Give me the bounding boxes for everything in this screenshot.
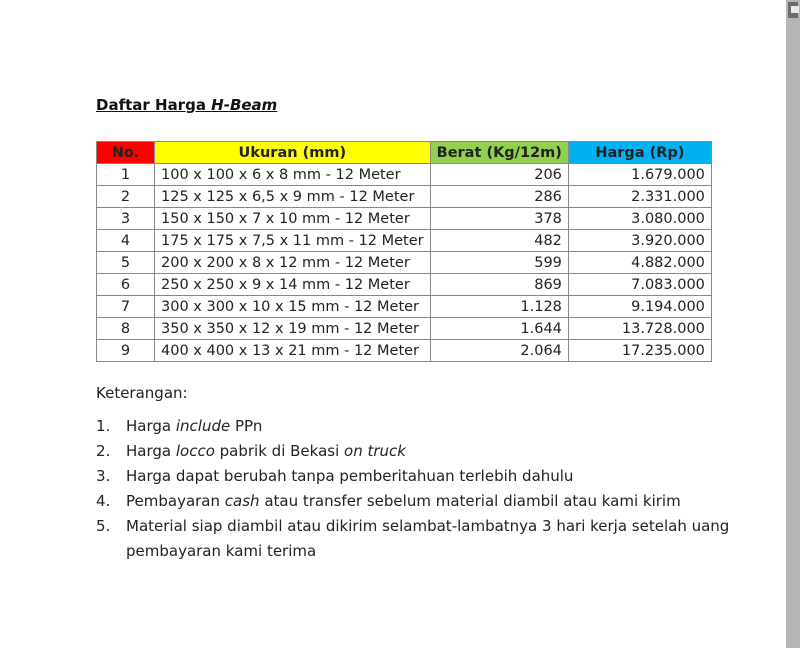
cell-price: 3.080.000 (568, 208, 711, 230)
cell-weight: 599 (430, 252, 568, 274)
note-text: atau transfer sebelum material diambil atau kami kirim (259, 492, 681, 510)
cell-weight: 2.064 (430, 340, 568, 362)
note-text: Pembayaran (126, 492, 225, 510)
cell-weight: 1.644 (430, 318, 568, 340)
note-number: 2. (96, 442, 111, 460)
cell-no: 1 (97, 164, 155, 186)
title-italic: H-Beam (211, 96, 278, 114)
cell-size: 175 x 175 x 7,5 x 11 mm - 12 Meter (155, 230, 431, 252)
title-text: Daftar Harga (96, 96, 212, 114)
note-italic-text: locco (175, 442, 215, 460)
note-number: 3. (96, 467, 111, 485)
table-row (97, 296, 712, 318)
cell-no: 2 (97, 186, 155, 208)
note-item (96, 464, 736, 489)
cell-price: 3.920.000 (568, 230, 711, 252)
note-item (96, 439, 736, 464)
page-title (96, 96, 277, 114)
table-header-row (97, 142, 712, 164)
cell-price: 2.331.000 (568, 186, 711, 208)
side-scrollbar[interactable] (786, 0, 800, 648)
cell-no: 5 (97, 252, 155, 274)
table-row (97, 340, 712, 362)
cell-price: 9.194.000 (568, 296, 711, 318)
note-number: 1. (96, 417, 111, 435)
header-no: No. (97, 142, 155, 164)
cell-price: 13.728.000 (568, 318, 711, 340)
table-row (97, 208, 712, 230)
cell-no: 9 (97, 340, 155, 362)
table-row (97, 230, 712, 252)
cell-weight: 1.128 (430, 296, 568, 318)
note-text: Material siap diambil atau dikirim selambat-lambatnya 3 hari kerja setelah uang pembayaran kami terima (126, 517, 730, 560)
note-item (96, 514, 736, 564)
table-row (97, 274, 712, 296)
cell-weight: 286 (430, 186, 568, 208)
price-table (96, 141, 712, 362)
note-text: Harga (126, 442, 176, 460)
cell-weight: 206 (430, 164, 568, 186)
cell-weight: 482 (430, 230, 568, 252)
notes-heading: Keterangan: (96, 384, 188, 402)
cell-price: 17.235.000 (568, 340, 711, 362)
cell-no: 3 (97, 208, 155, 230)
note-text: Harga (126, 417, 176, 435)
cell-price: 1.679.000 (568, 164, 711, 186)
note-italic-text: cash (224, 492, 260, 510)
note-item (96, 489, 736, 514)
cell-size: 150 x 150 x 7 x 10 mm - 12 Meter (155, 208, 431, 230)
table-row (97, 318, 712, 340)
cell-size: 250 x 250 x 9 x 14 mm - 12 Meter (155, 274, 431, 296)
cell-size: 100 x 100 x 6 x 8 mm - 12 Meter (155, 164, 431, 186)
cell-no: 6 (97, 274, 155, 296)
note-text: PPn (230, 417, 263, 435)
header-size: Ukuran (mm) (155, 142, 431, 164)
cell-size: 400 x 400 x 13 x 21 mm - 12 Meter (155, 340, 431, 362)
note-number: 4. (96, 492, 111, 510)
note-text: pabrik di Bekasi (214, 442, 345, 460)
table-row (97, 252, 712, 274)
note-text: Harga dapat berubah tanpa pemberitahuan terlebih dahulu (126, 467, 574, 485)
save-icon[interactable] (788, 2, 798, 18)
notes-list (96, 414, 736, 564)
cell-no: 4 (97, 230, 155, 252)
cell-price: 7.083.000 (568, 274, 711, 296)
table-row (97, 164, 712, 186)
header-price: Harga (Rp) (568, 142, 711, 164)
note-item (96, 414, 736, 439)
cell-size: 200 x 200 x 8 x 12 mm - 12 Meter (155, 252, 431, 274)
note-italic-text: on truck (344, 442, 406, 460)
cell-price: 4.882.000 (568, 252, 711, 274)
cell-size: 300 x 300 x 10 x 15 mm - 12 Meter (155, 296, 431, 318)
cell-no: 8 (97, 318, 155, 340)
note-number: 5. (96, 517, 111, 535)
cell-size: 350 x 350 x 12 x 19 mm - 12 Meter (155, 318, 431, 340)
note-italic-text: include (175, 417, 231, 435)
cell-weight: 869 (430, 274, 568, 296)
header-weight: Berat (Kg/12m) (430, 142, 568, 164)
cell-weight: 378 (430, 208, 568, 230)
table-row (97, 186, 712, 208)
cell-no: 7 (97, 296, 155, 318)
cell-size: 125 x 125 x 6,5 x 9 mm - 12 Meter (155, 186, 431, 208)
